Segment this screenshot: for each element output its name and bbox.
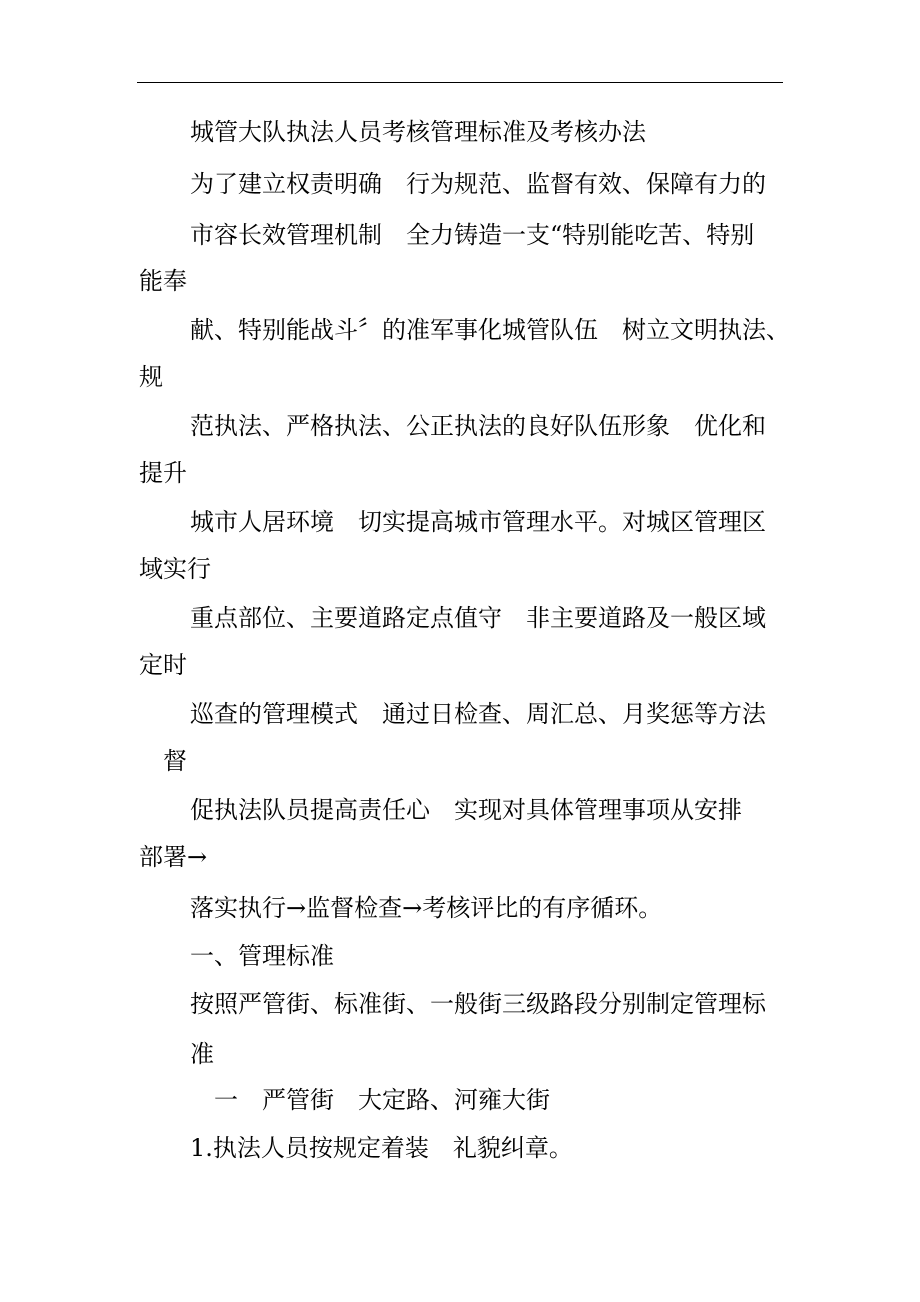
text-line: 定时 xyxy=(139,651,187,679)
text-line: 促执法队员提高责任心 实现对具体管理事项从安排 xyxy=(190,796,742,824)
text-line: 能奉 xyxy=(139,267,187,295)
text-line: 为了建立权责明确 行为规范、监督有效、保障有力的 xyxy=(190,170,766,198)
text-line: 重点部位、主要道路定点值守 非主要道路及一般区域 xyxy=(190,604,766,632)
text-line: 部署→ xyxy=(139,843,208,871)
text-line: 献、特别能战斗〞的准军事化城管队伍 树立文明执法、 xyxy=(190,316,790,344)
text-line: 准 xyxy=(190,1040,214,1068)
header-rule xyxy=(137,82,783,83)
text-line: 巡查的管理模式 通过日检查、周汇总、月奖惩等方法 xyxy=(190,700,766,728)
text-line: 城市人居环境 切实提高城市管理水平。对城区管理区 xyxy=(190,508,766,536)
text-line: 域实行 xyxy=(139,555,211,583)
text-line: 督 xyxy=(163,747,187,775)
text-line: 范执法、严格执法、公正执法的良好队伍形象 优化和 xyxy=(190,412,766,440)
section-heading: 一、管理标准 xyxy=(190,942,334,970)
text-line: 市容长效管理机制 全力铸造一支“特别能吃苦、特别 xyxy=(190,221,755,249)
text-line: 提升 xyxy=(139,459,187,487)
text-line: 落实执行→监督检查→考核评比的有序循环。 xyxy=(190,894,663,922)
subsection-heading: 一 严管街 大定路、河雍大街 xyxy=(214,1086,550,1114)
text-line: 按照严管街、标准街、一般街三级路段分别制定管理标 xyxy=(190,990,766,1018)
list-item: 1.执法人员按规定着装 礼貌纠章。 xyxy=(190,1134,573,1162)
document-title: 城管大队执法人员考核管理标准及考核办法 xyxy=(190,118,646,146)
text-line: 规 xyxy=(139,363,163,391)
